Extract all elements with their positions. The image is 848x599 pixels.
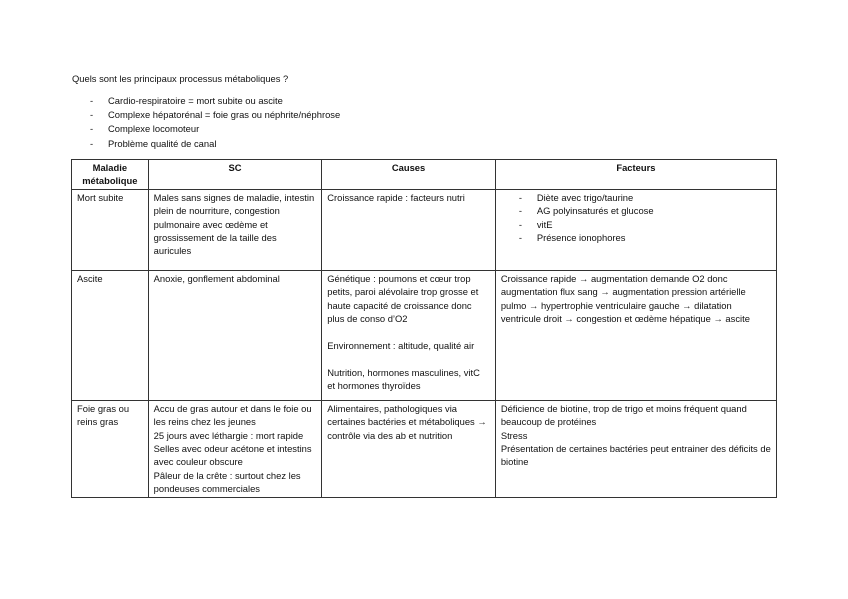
- cell-sc: Anoxie, gonflement abdominal: [148, 270, 322, 400]
- list-item: - Cardio-respiratoire = mort subite ou ascite: [90, 95, 283, 106]
- question-text: Quels sont les principaux processus métaboliques ?: [72, 73, 289, 84]
- table-header-row: [72, 160, 777, 190]
- cell-facteurs: Déficience de biotine, trop de trigo et moins fréquent quand beaucoup de protéines Stress Présentation de certaines bactéries peut entrainer des déficits de biotine: [495, 400, 776, 497]
- header-facteurs: Facteurs: [495, 160, 776, 190]
- dash-icon: -: [90, 137, 94, 149]
- dash-icon: -: [518, 218, 522, 230]
- list-item: - Problème qualité de canal: [90, 137, 217, 149]
- dash-icon: -: [90, 95, 94, 106]
- dash-icon: -: [518, 232, 522, 244]
- cell-maladie: Ascite: [72, 270, 149, 400]
- cell-maladie: Foie gras ou reins gras: [72, 400, 149, 497]
- header-maladie: Maladie métabolique: [72, 160, 149, 190]
- cell-sc: Accu de gras autour et dans le foie ou les reins chez les jeunes 25 jours avec léthargie : mort rapide Selles avec odeur acétone et intestins avec couleur obscure Pâleur de la crête : surtout chez les pondeuses commerciales: [148, 400, 322, 497]
- list-item: - Complexe locomoteur: [90, 123, 200, 135]
- metabolic-table: [71, 159, 777, 498]
- dash-icon: -: [90, 109, 94, 121]
- cell-sc: Males sans signes de maladie, intestin plein de nourriture, congestion pulmonaire avec œdème et grossissement de la taille des auricules: [148, 189, 322, 270]
- cell-causes: Croissance rapide : facteurs nutri: [322, 189, 496, 270]
- cell-causes: Génétique : poumons et cœur trop petits, paroi alévolaire trop grosse et haute capacité de croissance donc plus de conso d’O2 Environnement : altitude, qualité air Nutrition, hormones masculines, vitC et hormones thyroïdes: [322, 270, 496, 400]
- process-list: [90, 95, 340, 152]
- list-item: - Diète avec trigo/taurine: [518, 191, 634, 203]
- cell-causes: Alimentaires, pathologiques via certaines bactéries et métaboliques → contrôle via des ab et nutrition: [322, 400, 496, 497]
- dash-icon: -: [518, 191, 522, 203]
- dash-icon: -: [90, 123, 94, 135]
- list-item: - vitE: [518, 218, 553, 230]
- table-row: [72, 189, 777, 270]
- list-item: - Complexe hépatorénal = foie gras ou néphrite/néphrose: [90, 109, 341, 121]
- header-sc: SC: [148, 160, 322, 190]
- list-item: - Présence ionophores: [518, 232, 626, 244]
- cell-facteurs: Croissance rapide → augmentation demande O2 donc augmentation flux sang → augmentation pression artérielle pulmo → hypertrophie ventriculaire gauche → dilatation ventricule droit → congestion et œdème hépatique → ascite: [495, 270, 776, 400]
- list-item: - AG polyinsaturés et glucose: [518, 205, 654, 217]
- cell-maladie: Mort subite: [72, 189, 149, 270]
- header-causes: Causes: [322, 160, 496, 190]
- dash-icon: -: [518, 205, 522, 217]
- cell-facteurs: [495, 189, 776, 270]
- table-row: [72, 400, 777, 497]
- table-row: [72, 270, 777, 400]
